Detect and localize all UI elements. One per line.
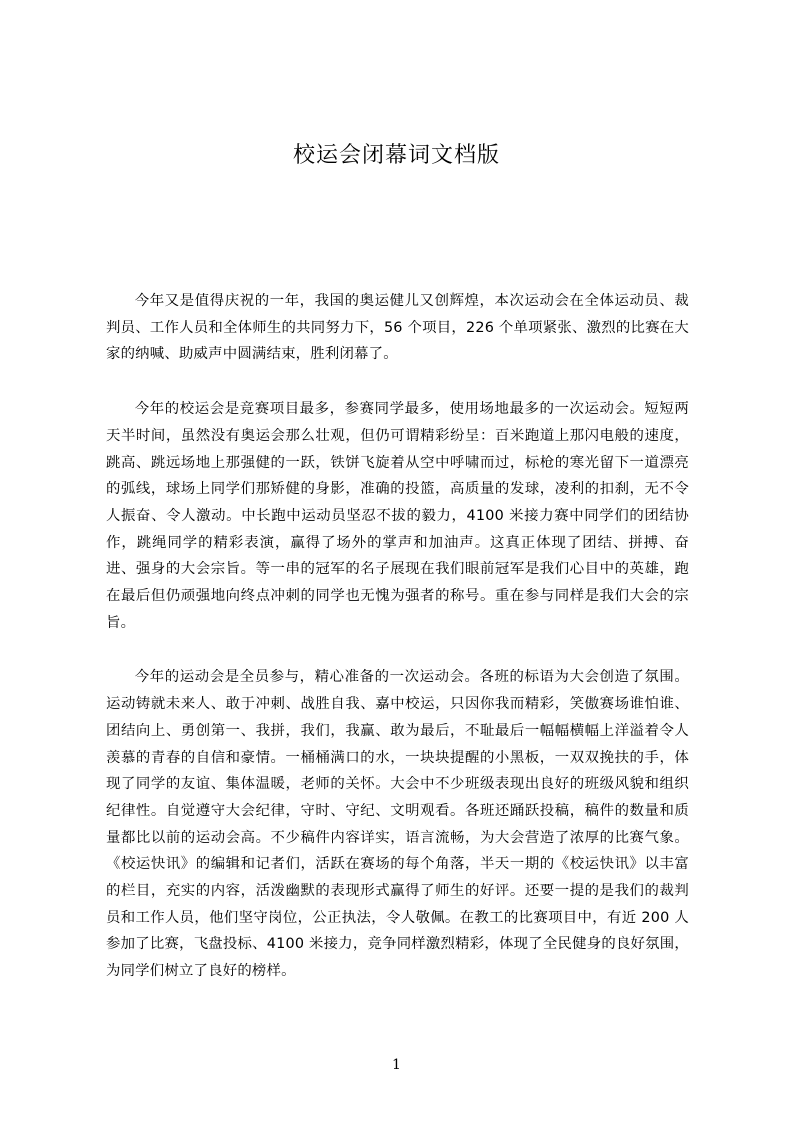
paragraph-3: 今年的运动会是全员参与，精心准备的一次运动会。各班的标语为大会创造了氛围。运动铸就未来人、敢于冲刺、战胜自我、嘉中校运，只因你我而精彩，笑傲赛场谁怕谁、团结向上、勇创第一、我拼，我们，我赢、敢为最后，不耻最后一幅幅横幅上洋溢着令人羡慕的青春的自信和豪情。一桶桶满口的水，一块块提醒的小黑板，一双双挽扶的手，体现了同学的友谊、集体温暖，老师的关怀。大会中不少班级表现出良好的班级风貌和组织纪律性。自觉遵守大会纪律，守时、守纪、文明观看。各班还踊跃投稿，稿件的数量和质量都比以前的运动会高。不少稿件内容详实，语言流畅，为大会营造了浓厚的比赛气象。《校运快讯》的编辑和记者们，活跃在赛场的每个角落，半天一期的《校运快讯》以丰富的栏目，充实的内容，活泼幽默的表现形式赢得了师生的好评。还要一提的是我们的裁判员和工作人员，他们坚守岗位，公正执法，令人敬佩。在教工的比赛项目中，有近 200 人参加了比赛，飞盘投标、4100 米接力，竞争同样激烈精彩，体现了全民健身的良好氛围，为同学们树立了良好的榜样。 [106,669,689,980]
page-number: 1 [392,1057,401,1073]
paragraph-2: 今年的校运会是竞赛项目最多，参赛同学最多，使用场地最多的一次运动会。短短两天半时间，虽然没有奥运会那么壮观，但仍可谓精彩纷呈：百米跑道上那闪电般的速度，跳高、跳远场地上那强健的一跃，铁饼飞旋着从空中呼啸而过，标枪的寒光留下一道漂亮的弧线，球场上同学们那矫健的身影，准确的投篮，高质量的发球，凌利的扣刹，无不令人振奋、令人激动。中长跑中运动员坚忍不拔的毅力，4100 米接力赛中同学们的团结协作，跳绳同学的精彩表演，赢得了场外的掌声和加油声。这真正体现了团结、拼搏、奋进、强身的大会宗旨。等一串的冠军的名子展现在我们眼前冠军是我们心目中的英雄，跑在最后但仍顽强地向终点冲刺的同学也无愧为强者的称号。重在参与同样是我们大会的宗旨。 [106,401,689,631]
document-title: 校运会闭幕词文档版 [292,143,500,168]
paragraph-1: 今年又是值得庆祝的一年，我国的奥运健儿又创辉煌，本次运动会在全体运动员、裁判员、工作人员和全体师生的共同努力下，56 个项目，226 个单项紧张、激烈的比赛在大家的纳喊、助威声中圆满结束，胜利闭幕了。 [106,293,689,363]
document-body [106,288,689,1013]
